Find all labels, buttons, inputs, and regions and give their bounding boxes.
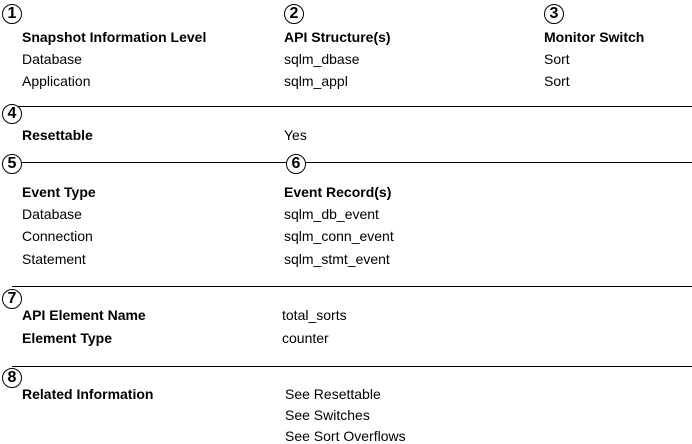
event-record: sqlm_db_event (284, 206, 379, 222)
api-structure: sqlm_dbase (284, 51, 360, 67)
api-structure-header: API Structure(s) (284, 29, 391, 45)
marker-2: 2 (284, 4, 304, 24)
divider (12, 366, 692, 367)
divider (12, 162, 692, 163)
marker-4: 4 (2, 104, 22, 124)
event-record: sqlm_stmt_event (284, 251, 390, 267)
snapshot-level: Database (22, 51, 82, 67)
marker-6: 6 (286, 154, 306, 174)
marker-8: 8 (2, 368, 22, 388)
element-type-label: Element Type (22, 330, 112, 346)
divider (12, 106, 692, 107)
snapshot-level: Application (22, 73, 91, 89)
related-link-sort-overflows[interactable]: See Sort Overflows (285, 428, 406, 444)
element-name-value: total_sorts (282, 307, 347, 323)
snapshot-level-header: Snapshot Information Level (22, 29, 207, 45)
marker-7: 7 (2, 289, 22, 309)
monitor-switch: Sort (544, 73, 570, 89)
monitor-switch-header: Monitor Switch (544, 29, 645, 45)
related-link-switches[interactable]: See Switches (285, 407, 370, 423)
event-type: Connection (22, 228, 93, 244)
event-record-header: Event Record(s) (284, 184, 392, 200)
resettable-label: Resettable (22, 127, 93, 143)
event-type: Statement (22, 251, 86, 267)
resettable-value: Yes (284, 127, 307, 143)
marker-3: 3 (544, 4, 564, 24)
element-type-value: counter (282, 330, 329, 346)
event-record: sqlm_conn_event (284, 228, 394, 244)
element-name-label: API Element Name (22, 307, 146, 323)
divider (12, 286, 692, 287)
event-type-header: Event Type (22, 184, 96, 200)
api-structure: sqlm_appl (284, 73, 348, 89)
related-info-label: Related Information (22, 386, 154, 402)
marker-1: 1 (2, 4, 22, 24)
monitor-switch: Sort (544, 51, 570, 67)
event-type: Database (22, 206, 82, 222)
marker-5: 5 (2, 154, 22, 174)
related-link-resettable[interactable]: See Resettable (285, 386, 381, 402)
